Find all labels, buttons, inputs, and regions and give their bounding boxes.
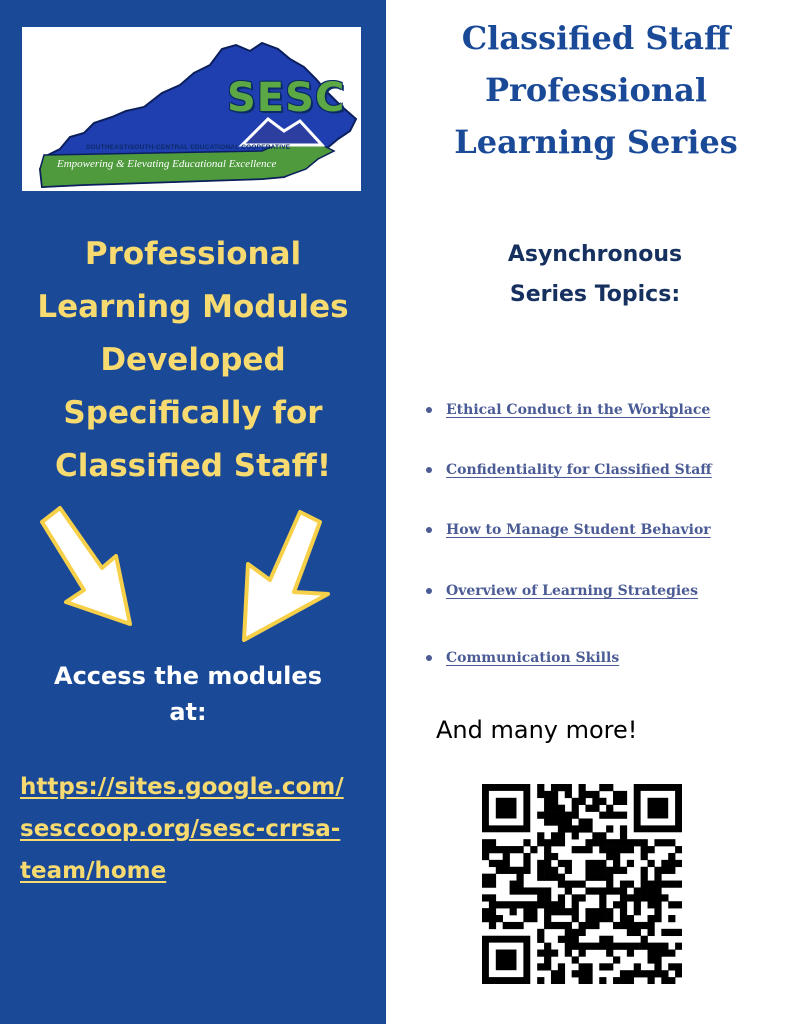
title-line: Professional [484,71,708,109]
title-line: Learning Series [454,123,738,161]
topic-label[interactable]: Confidentiality for Classified Staff [446,462,712,478]
access-line: at: [169,698,207,726]
left-panel [0,0,386,1024]
sesc-logo [22,27,361,191]
bullet-icon [426,655,432,661]
bullet-icon [426,588,432,594]
bullet-icon [426,467,432,473]
topic-label[interactable]: Ethical Conduct in the Workplace [446,402,711,418]
topic-label[interactable]: Communication Skills [446,650,620,666]
qr-code-icon[interactable] [482,784,682,984]
topic-link[interactable] [426,402,710,418]
title-line: Classified Staff [461,19,731,57]
access-text [10,658,366,730]
topic-link[interactable] [426,583,698,599]
subhead-line: Asynchronous [507,242,683,267]
topic-link[interactable] [426,650,619,666]
headline-line: Specifically for [63,395,323,431]
headline-line: Developed [100,342,286,378]
logo-tagline: Empowering & Elevating Educational Excellence [57,158,277,170]
url-line[interactable]: sesccoop.org/sesc-crrsa- [20,816,341,842]
topic-label[interactable]: How to Manage Student Behavior [446,522,711,538]
bullet-icon [426,407,432,413]
topic-label[interactable]: Overview of Learning Strategies [446,583,698,599]
headline-line: Professional [84,236,302,272]
access-line: Access the modules [54,662,322,690]
arrow-down-left-icon [238,508,334,644]
url-line[interactable]: team/home [20,858,167,884]
headline [10,228,376,493]
series-subhead [440,235,750,315]
more-text: And many more! [436,716,638,744]
bullet-icon [426,527,432,533]
topic-link[interactable] [426,522,711,538]
url-line[interactable]: https://sites.google.com/ [20,774,344,800]
headline-line: Learning Modules [37,289,349,325]
arrow-down-right-icon [38,504,138,630]
page-title [396,12,792,168]
subhead-line: Series Topics: [509,282,681,307]
modules-link[interactable] [20,766,380,892]
topic-link[interactable] [426,462,712,478]
logo-org-name: SOUTHEAST/SOUTH-CENTRAL EDUCATIONAL COOPERATIVE [86,144,291,151]
logo-abbr: SESC [227,75,346,121]
headline-line: Classified Staff! [54,448,332,484]
